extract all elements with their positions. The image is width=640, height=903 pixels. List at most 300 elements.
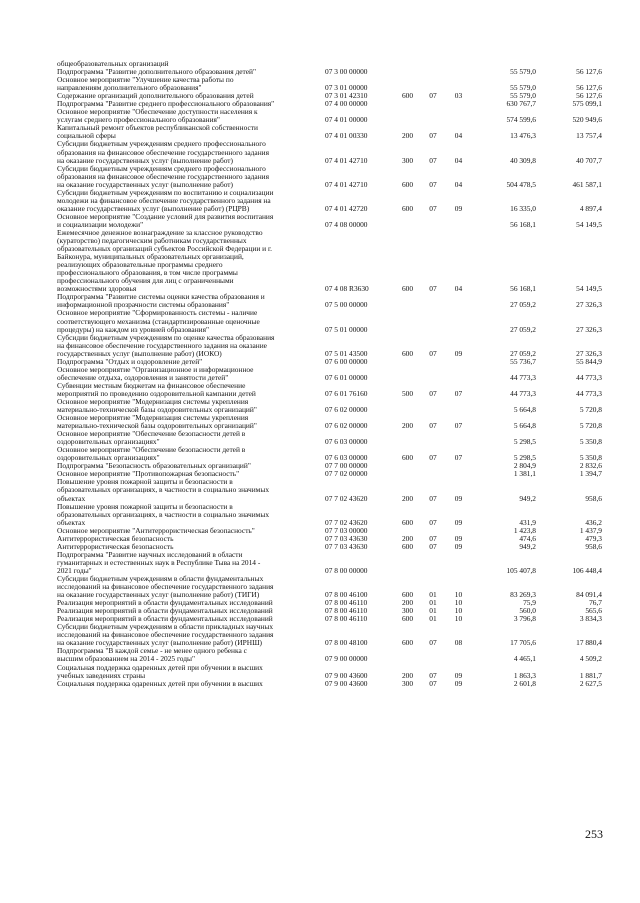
row-name-line: материально-технической базы оздоровительных организаций" (57, 405, 257, 415)
row-vr: 600 (401, 638, 414, 648)
row-name-line: Подпрограмма "В каждой семье - не менее одного ребенка с (57, 647, 247, 656)
row-vr (395, 293, 420, 309)
table-row (57, 366, 602, 382)
row-vr (395, 358, 420, 366)
row-name-line: Подпрограмма "Развитие научных исследований в области (57, 550, 243, 559)
row-sum-2: 56 127,6 (576, 83, 602, 93)
table-row (57, 680, 602, 688)
row-pr (446, 647, 471, 663)
row-vr: 300 (401, 607, 414, 616)
row-rz: 07 (429, 284, 437, 294)
row-pr (446, 309, 471, 333)
row-sum-2: 436,2 (585, 517, 602, 527)
row-name (57, 478, 325, 502)
row-vr (395, 470, 420, 478)
row-name-line: (кураторство) педагогическим работникам государственных (57, 236, 247, 246)
row-pr: 04 (454, 155, 463, 165)
row-name-line: Подпрограмма "Безопасность образовательных организаций" (57, 462, 251, 471)
row-sum-2: 56 127,6 (576, 92, 602, 101)
row-sum-2: 3 834,3 (579, 615, 602, 624)
row-name (57, 398, 325, 414)
row-sum-2: 1 881,7 (579, 670, 602, 680)
row-name-line: Основное мероприятие "Антитеррористическая безопасность" (57, 526, 255, 535)
row-name-line: Субсидии бюджетным учреждениям в области фундаментальных (57, 575, 264, 583)
row-sum-2: 461 587,1 (572, 179, 602, 189)
table-row (57, 293, 602, 309)
row-pr (446, 68, 471, 76)
row-name-line: Субсидии бюджетным учреждениям в области прикладных научных (57, 623, 274, 632)
row-name (57, 503, 325, 527)
row-sum-2: 5 350,8 (579, 453, 602, 463)
row-sum-2: 56 127,6 (576, 68, 602, 77)
table-row (57, 599, 602, 607)
row-sum-2: 575 099,1 (572, 100, 602, 109)
row-name (57, 535, 325, 543)
table-row (57, 124, 602, 140)
row-pr: 04 (454, 284, 463, 294)
row-rz: 07 (429, 493, 437, 503)
row-name-line: Повышение уровня пожарной защиты и безопасности в (57, 478, 233, 487)
row-name (57, 430, 325, 446)
table-row (57, 647, 602, 663)
row-code: 07 5 01 00000 (325, 324, 368, 334)
table-row (57, 503, 602, 527)
row-vr (395, 462, 420, 470)
row-sum-1: 55 736,7 (510, 357, 536, 366)
row-code: 07 8 00 46110 (325, 607, 368, 616)
row-sum-1: 13 476,3 (510, 131, 536, 141)
row-sum-2: 958,6 (585, 542, 602, 551)
row-rz (420, 470, 446, 478)
table-row (57, 607, 602, 615)
row-sum-1: 2 804,9 (513, 462, 536, 471)
row-sum-1: 574 599,6 (506, 115, 536, 125)
row-code: 07 6 01 00000 (325, 372, 368, 382)
row-vr: 600 (401, 179, 414, 189)
row-pr (446, 470, 471, 478)
row-sum-2: 5 720,8 (579, 421, 602, 431)
row-name-line: исследований на финансовое обеспечение государственного задания (57, 630, 274, 640)
row-rz (420, 366, 446, 382)
row-name-line: Антитеррористическая безопасность (57, 542, 174, 551)
row-sum-1: 16 335,0 (510, 203, 536, 213)
table-row (57, 398, 602, 414)
row-vr (395, 527, 420, 535)
row-code: 07 7 03 00000 (325, 526, 368, 535)
table-row (57, 430, 602, 446)
row-code: 07 5 01 43500 (325, 348, 368, 358)
row-name-line: материально-технической базы оздоровительных организаций" (57, 421, 257, 431)
row-name-line: социальной сферы (57, 131, 116, 141)
row-vr (395, 398, 420, 414)
row-vr: 600 (401, 453, 414, 463)
row-name-line: профессионального образования, в том числе программы (57, 268, 238, 278)
row-pr (446, 366, 471, 382)
row-pr: 09 (454, 517, 463, 527)
row-name (57, 382, 325, 398)
table-row (57, 623, 602, 647)
row-code: 07 3 01 00000 (325, 83, 368, 93)
row-pr: 09 (454, 203, 463, 213)
row-sum-1: 55 579,0 (510, 83, 536, 93)
row-name-line: соответствующего механизма (стандартизированные оценочные (57, 316, 260, 326)
row-pr (446, 213, 471, 229)
row-rz (420, 462, 446, 470)
row-pr (446, 358, 471, 366)
row-code: 07 4 08 R3630 (325, 284, 369, 294)
table-row (57, 535, 602, 543)
row-rz: 07 (429, 670, 437, 680)
row-name-line: Подпрограмма "Развитие дополнительного образования детей" (57, 68, 257, 77)
row-sum-1: 55 579,0 (510, 68, 536, 77)
row-rz: 07 (429, 179, 437, 189)
row-sum-1: 1 863,3 (513, 670, 536, 680)
row-pr: 09 (454, 493, 463, 503)
row-name-line: Основное мероприятие "Обеспечение безопасности детей в (57, 430, 246, 439)
row-name (57, 543, 325, 551)
row-sum-1: 5 298,5 (513, 437, 536, 447)
row-name (57, 470, 325, 478)
row-vr (395, 100, 420, 108)
row-sum-1: 2 601,8 (513, 679, 536, 688)
row-rz: 07 (429, 517, 437, 527)
row-sum-1: 27 059,2 (510, 324, 536, 334)
row-name (57, 551, 325, 575)
row-name-line: профессионального обучения для лиц с ограниченными (57, 276, 234, 286)
row-vr: 200 (401, 534, 414, 543)
table-row (57, 575, 602, 599)
row-sum-2: 565,6 (585, 607, 602, 616)
row-pr: 08 (454, 638, 463, 648)
row-name (57, 189, 325, 213)
row-code: 07 6 00 00000 (325, 357, 368, 366)
row-rz: 01 (429, 607, 437, 616)
row-name-line: и социализации молодежи" (57, 219, 144, 229)
table-row (57, 462, 602, 470)
row-name (57, 293, 325, 309)
row-name-line: Основное мероприятие "Создание условий для развития воспитания (57, 212, 274, 221)
row-sum-2: 5 720,8 (579, 405, 602, 415)
row-name-line: оказание государственных услуг (выполнение работ) (РЦРВ) (57, 203, 250, 213)
row-rz: 07 (429, 203, 437, 213)
row-code: 07 7 02 43620 (325, 517, 368, 527)
row-code: 07 4 01 42710 (325, 179, 368, 189)
row-name-line: на финансовое обеспечение государственного задания на оказание (57, 340, 267, 350)
row-name-line: исследований на финансовое обеспечение государственного задания (57, 582, 274, 592)
row-code: 07 4 08 00000 (325, 219, 368, 229)
row-pr (446, 551, 471, 575)
row-sum-2: 54 149,5 (576, 284, 602, 294)
table-row (57, 213, 602, 229)
row-sum-1: 949,2 (519, 542, 536, 551)
row-name (57, 165, 325, 189)
row-rz: 07 (429, 348, 437, 358)
row-vr: 200 (401, 599, 414, 608)
row-pr (446, 398, 471, 414)
row-code: 07 6 02 00000 (325, 405, 368, 415)
row-rz: 07 (429, 542, 437, 551)
row-vr (395, 213, 420, 229)
budget-table-body (57, 60, 602, 688)
row-name-line: Антитеррористическая безопасность (57, 534, 174, 543)
row-sum-2: 1 437,9 (579, 526, 602, 535)
row-name-line: Субсидии бюджетным учреждениям по воспитанию и социализации (57, 188, 274, 197)
row-vr: 500 (401, 388, 414, 398)
row-sum-2: 54 149,5 (576, 219, 602, 229)
row-name-line: образовательных организациях, в частности в социально значимых (57, 485, 270, 495)
row-name-line: обеспечение отдыха, оздоровления и занятости детей" (57, 372, 229, 382)
row-code: 07 7 02 43620 (325, 493, 368, 503)
table-row (57, 189, 602, 213)
row-code: 07 6 01 76160 (325, 388, 368, 398)
row-sum-2: 13 757,4 (576, 131, 602, 141)
row-name-line: Основное мероприятие "Сформированность системы - наличие (57, 309, 258, 318)
row-rz (420, 527, 446, 535)
row-sum-1: 3 796,8 (513, 615, 536, 624)
table-row (57, 140, 602, 164)
row-sum-2: 958,6 (585, 493, 602, 503)
row-sum-1: 504 478,5 (506, 179, 536, 189)
row-vr: 600 (401, 284, 414, 294)
table-row (57, 309, 602, 333)
row-vr: 600 (401, 590, 414, 600)
row-rz: 01 (429, 599, 437, 608)
row-rz (420, 213, 446, 229)
table-row (57, 664, 602, 680)
row-name (57, 414, 325, 430)
row-sum-2: 5 350,8 (579, 437, 602, 447)
table-row (57, 165, 602, 189)
row-rz (420, 430, 446, 446)
table-row (57, 615, 602, 623)
table-row (57, 100, 602, 108)
row-vr: 600 (401, 517, 414, 527)
row-name-line: информационной прозрачности системы образования" (57, 300, 230, 310)
row-rz (420, 551, 446, 575)
row-name (57, 462, 325, 470)
row-name-line: Субсидии бюджетным учреждениям среднего профессионального (57, 140, 266, 149)
row-pr: 03 (454, 92, 463, 101)
row-sum-2: 76,7 (589, 599, 602, 608)
row-name-line: 2021 годы" (57, 565, 92, 575)
row-vr: 600 (401, 615, 414, 624)
row-pr: 10 (454, 615, 463, 624)
row-name (57, 100, 325, 108)
row-name-line: Основное мероприятие "Обеспечение безопасности детей в (57, 446, 246, 455)
row-sum-1: 44 773,3 (510, 372, 536, 382)
row-vr (395, 309, 420, 333)
row-rz: 07 (429, 534, 437, 543)
row-name-line: гуманитарных и естественных наук в Республике Тыва на 2014 - (57, 557, 261, 567)
row-rz: 07 (429, 421, 437, 431)
row-name-line: объектах (57, 517, 86, 527)
row-vr (395, 366, 420, 382)
row-name (57, 527, 325, 535)
table-row (57, 551, 602, 575)
row-name-line: учебных заведениях страны (57, 670, 146, 680)
row-name-line: на оказание государственных услуг (выполнение работ) (57, 155, 233, 165)
row-sum-1: 17 705,6 (510, 638, 536, 648)
row-sum-2: 4 897,4 (579, 203, 602, 213)
row-vr: 200 (401, 421, 414, 431)
table-row (57, 382, 602, 398)
row-name-line: оздоровительных организациях" (57, 453, 160, 463)
row-sum-1: 1 381,1 (513, 470, 536, 479)
row-name-line: Субвенции местным бюджетам на финансовое обеспечение (57, 381, 246, 390)
row-vr: 300 (401, 679, 414, 688)
row-vr (395, 76, 420, 92)
row-pr (446, 100, 471, 108)
row-sum-2: 44 773,3 (576, 372, 602, 382)
row-code: 07 7 03 43630 (325, 542, 368, 551)
row-sum-1: 5 664,8 (513, 405, 536, 415)
row-code: 07 8 00 46110 (325, 615, 368, 624)
row-name-line: Основное мероприятие "Модернизация системы укрепления (57, 397, 249, 406)
row-vr: 200 (401, 131, 414, 141)
row-code: 07 4 00 00000 (325, 100, 368, 109)
row-sum-1: 83 269,3 (510, 590, 536, 600)
table-row (57, 358, 602, 366)
row-name-line: Основное мероприятие "Организационное и информационное (57, 365, 254, 374)
row-name-line: объектах (57, 493, 86, 503)
row-pr: 09 (454, 542, 463, 551)
row-name-line: Реализация мероприятий в области фундаментальных исследований (57, 599, 273, 608)
row-sum-2: 17 880,4 (576, 638, 602, 648)
row-vr: 200 (401, 670, 414, 680)
row-name-line: высшим образованием на 2014 - 2025 годы" (57, 654, 196, 664)
row-name-line: на оказание государственных услуг (выполнение работ) (57, 179, 233, 189)
row-name-line: направлениям дополнительного образования" (57, 83, 202, 93)
row-name (57, 575, 325, 599)
row-name-line: образования на финансовое обеспечение государственного задания (57, 147, 270, 157)
table-row (57, 92, 602, 100)
row-vr: 600 (401, 542, 414, 551)
row-pr: 04 (454, 131, 463, 141)
row-name-line: Основное мероприятие "Модернизация системы укрепления (57, 414, 249, 423)
row-code: 07 8 00 46100 (325, 590, 368, 600)
row-code: 07 6 02 00000 (325, 421, 368, 431)
row-code: 07 9 00 43600 (325, 670, 368, 680)
row-name-line: Подпрограмма "Отдых и оздоровление детей" (57, 357, 203, 366)
row-sum-2: 2 832,6 (579, 462, 602, 471)
row-vr (395, 647, 420, 663)
row-name-line: Байконура, муниципальных образовательных организаций, (57, 252, 244, 262)
row-name-line: общеобразовательных организаций (57, 60, 169, 68)
row-vr (395, 60, 420, 68)
row-name (57, 76, 325, 92)
row-pr: 10 (454, 607, 463, 616)
row-name-line: Подпрограмма "Развитие среднего профессионального образования" (57, 100, 275, 109)
row-code: 07 6 03 00000 (325, 437, 368, 447)
row-sum-1: 474,6 (519, 534, 536, 543)
row-pr (446, 108, 471, 124)
row-name-line: услугам среднего профессионального образования" (57, 115, 220, 125)
row-code: 07 6 03 00000 (325, 453, 368, 463)
row-sum-1: 949,2 (519, 493, 536, 503)
row-sum-1: 630 767,7 (506, 100, 536, 109)
row-name (57, 647, 325, 663)
table-row (57, 446, 602, 462)
row-rz (420, 309, 446, 333)
row-sum-1: 44 773,3 (510, 388, 536, 398)
row-code: 07 4 01 00330 (325, 131, 368, 141)
row-sum-1: 27 059,2 (510, 348, 536, 358)
row-pr: 09 (454, 348, 463, 358)
row-pr: 04 (454, 179, 463, 189)
row-name (57, 680, 325, 688)
row-sum-2: 27 326,3 (576, 300, 602, 310)
row-code: 07 4 01 42720 (325, 203, 368, 213)
row-pr: 10 (454, 590, 463, 600)
row-name-line: Реализация мероприятий в области фундаментальных исследований (57, 607, 273, 616)
row-code: 07 5 00 00000 (325, 300, 368, 310)
row-name-line: государственных услуг (выполнение работ) (ИОКО) (57, 348, 222, 358)
row-vr: 600 (401, 203, 414, 213)
row-name-line: оздоровительных организациях" (57, 437, 160, 447)
row-sum-2: 4 509,2 (579, 654, 602, 664)
row-rz (420, 100, 446, 108)
row-code: 07 9 00 43600 (325, 679, 368, 688)
row-sum-2: 84 091,4 (576, 590, 602, 600)
row-vr: 300 (401, 155, 414, 165)
row-rz: 07 (429, 388, 437, 398)
row-rz: 01 (429, 590, 437, 600)
row-sum-1: 27 059,2 (510, 300, 536, 310)
row-name-line: образовательных организаций субъектов Российской Федерации и г. (57, 244, 273, 254)
row-code: 07 3 01 42310 (325, 92, 368, 101)
row-sum-2: 40 707,7 (576, 155, 602, 165)
row-pr (446, 293, 471, 309)
row-sum-1: 560,0 (519, 607, 536, 616)
row-rz: 01 (429, 615, 437, 624)
row-rz: 07 (429, 155, 437, 165)
table-row (57, 527, 602, 535)
row-name-line: образования на финансовое обеспечение государственного задания (57, 171, 270, 181)
row-name-line: реализующих образовательные программы среднего (57, 260, 223, 270)
row-name (57, 124, 325, 140)
row-name-line: Содержание организаций дополнительного образования детей (57, 92, 254, 101)
row-sum-1 (471, 60, 536, 68)
row-pr: 09 (454, 670, 463, 680)
row-name-line: Основное мероприятие "Обеспечение доступности населения к (57, 108, 258, 117)
row-pr: 10 (454, 599, 463, 608)
row-rz: 07 (429, 131, 437, 141)
row-name (57, 68, 325, 76)
table-row (57, 76, 602, 92)
row-sum-1: 55 579,0 (510, 92, 536, 101)
row-name (57, 60, 325, 68)
row-vr (395, 108, 420, 124)
row-name (57, 607, 325, 615)
row-vr: 600 (401, 92, 414, 101)
row-code: 07 4 01 00000 (325, 115, 368, 125)
row-name-line: возможностями здоровья (57, 284, 137, 294)
row-name (57, 599, 325, 607)
row-vr (395, 430, 420, 446)
row-name (57, 446, 325, 462)
row-name-line: Социальная поддержка одаренных детей при обучении в высших (57, 679, 263, 688)
row-sum-2: 520 949,6 (572, 115, 602, 125)
table-row (57, 470, 602, 478)
row-vr: 600 (401, 348, 414, 358)
row-name-line: Капитальный ремонт объектов республиканской собственности (57, 124, 258, 133)
row-pr (446, 430, 471, 446)
row-sum-1: 5 664,8 (513, 421, 536, 431)
row-name-line: Основное мероприятие "Улучшение качества работы по (57, 76, 234, 85)
row-name (57, 623, 325, 647)
row-rz (420, 647, 446, 663)
row-name-line: процедуры) на каждом из уровней образования" (57, 324, 210, 334)
